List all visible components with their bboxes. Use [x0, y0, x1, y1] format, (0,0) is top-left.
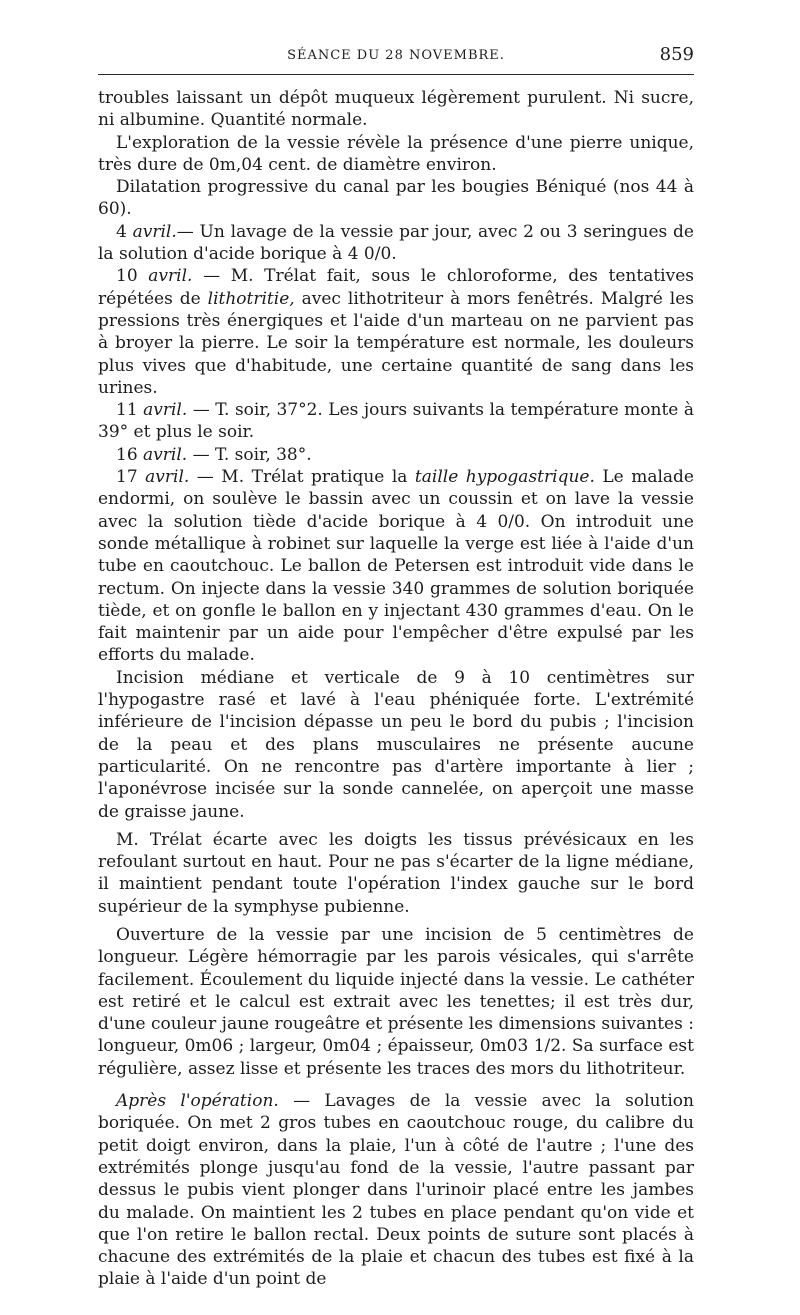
italic-text: avril.	[145, 467, 190, 488]
page-header	[98, 40, 694, 74]
text-run: — T. soir, 37°2. Les jours suivants la température monte à 39° et plus le soir.	[98, 400, 694, 443]
paragraph	[98, 444, 694, 466]
paragraph	[98, 399, 694, 444]
text-run: — Lavages de la vessie avec la solution boriquée. On met 2 gros tubes en caoutchouc rouge, du calibre du petit doigt environ, dans la plaie, l'un à côté de l'autre ; l'une des extrémités plonge jusqu'au fond de la vessie, l'autre passant par dessus le pubis vient plonger dans l'urinoir placé entre les jambes du malade. On maintient les 2 tubes en place pendant qu'on vide et que l'on retire le ballon rectal. Deux points de suture sont placés à chacune des extrémités de la plaie et chacun des tubes est fixé à la plaie à l'aide d'un point de	[98, 1091, 694, 1290]
text-run: 16	[116, 444, 144, 465]
paragraph	[98, 829, 694, 918]
paragraph	[98, 132, 694, 177]
italic-text: lithotritie,	[207, 288, 295, 309]
text-run: — M. Trélat pratique la	[189, 467, 415, 488]
italic-text: avril.	[143, 400, 188, 421]
italic-text: avril.	[148, 266, 193, 287]
italic-text: avril.	[143, 444, 188, 465]
text-run: 17	[116, 467, 146, 488]
text-run: Dilatation progressive du canal par les bougies Béniqué (nos 44 à 60).	[98, 177, 694, 220]
text-run: L'exploration de la vessie révèle la présence d'une pierre unique, très dure de 0m,04 cent. de diamètre environ.	[98, 132, 694, 175]
paragraph	[98, 221, 694, 266]
book-page	[98, 40, 694, 1291]
text-run: avec lithotriteur à mors fenêtrés. Malgré les pressions très énergiques et l'aide d'un marteau on ne parvient pas à broyer la pierre. Le soir la température est normale, les douleurs plus vives que d'habitude, une certaine quantité de sang dans les urines.	[98, 288, 694, 398]
body-text	[98, 87, 694, 1291]
text-run: M. Trélat écarte avec les doigts les tissus prévésicaux en les refoulant surtout en haut. Pour ne pas s'écarter de la ligne médiane, il maintient pendant toute l'opération l'index gauche sur le bord supérieur de la symphyse pubienne.	[98, 829, 694, 917]
paragraph	[98, 466, 694, 667]
paragraph	[98, 667, 694, 823]
running-head: SÉANCE DU 28 NOVEMBRE.	[287, 48, 505, 63]
paragraph	[98, 87, 694, 132]
text-run: — M. Trélat fait, sous le chloroforme, des tentatives répétées de	[98, 266, 694, 309]
text-run: 4	[116, 221, 133, 242]
page-number: 859	[659, 44, 694, 65]
text-run: Incision médiane et verticale de 9 à 10 centimètres sur l'hypogastre rasé et lavé à l'eau phéniquée forte. L'extrémité inférieure de l'incision dépasse un peu le bord du pubis ; l'incision de la peau et des plans musculaires ne présente aucune particularité. On ne rencontre pas d'artère importante à lier ; l'aponévrose incisée sur la sonde cannelée, on aperçoit une masse de graisse jaune.	[98, 667, 694, 822]
header-rule	[98, 74, 694, 75]
paragraph	[98, 265, 694, 399]
italic-text: taille hypogastrique.	[414, 467, 595, 488]
text-run: Le malade endormi, on soulève le bassin avec un coussin et on lave la vessie avec la solution tiède d'acide borique à 4 0/0. On introduit une sonde métallique à robinet sur laquelle la verge est liée à l'aide d'un tube en caoutchouc. Le ballon de Petersen est introduit vide dans le rectum. On injecte dans la vessie 340 grammes de solution boriquée tiède, et on gonfle le ballon en y injectant 430 grammes d'eau. On le fait maintenir par un aide pour l'empêcher d'être expulsé par les efforts du malade.	[98, 467, 694, 666]
italic-text: avril.	[132, 221, 177, 242]
text-run: — Un lavage de la vessie par jour, avec 2 ou 3 seringues de la solution d'acide borique à 4 0/0.	[98, 221, 694, 265]
text-run: 11	[116, 400, 144, 421]
paragraph	[98, 176, 694, 221]
text-run: 10	[116, 266, 149, 287]
text-run: — T. soir, 38°.	[187, 444, 312, 465]
text-run: troubles laissant un dépôt muqueux légèrement purulent. Ni sucre, ni albumine. Quantité normale.	[98, 88, 694, 131]
italic-text: Après l'opération.	[116, 1091, 279, 1112]
paragraph	[98, 924, 694, 1080]
paragraph	[98, 1090, 694, 1291]
text-run: Ouverture de la vessie par une incision de 5 centimètres de longueur. Légère hémorragie par les parois vésicales, qui s'arrête facilement. Écoulement du liquide injecté dans la vessie. Le cathéter est retiré et le calcul est extrait avec les tenettes; il est très dur, d'une couleur jaune rougeâtre et présente les dimensions suivantes : longueur, 0m06 ; largeur, 0m04 ; épaisseur, 0m03 1/2. Sa surface est régulière, assez lisse et présente les traces des mors du lithotriteur.	[98, 924, 694, 1079]
